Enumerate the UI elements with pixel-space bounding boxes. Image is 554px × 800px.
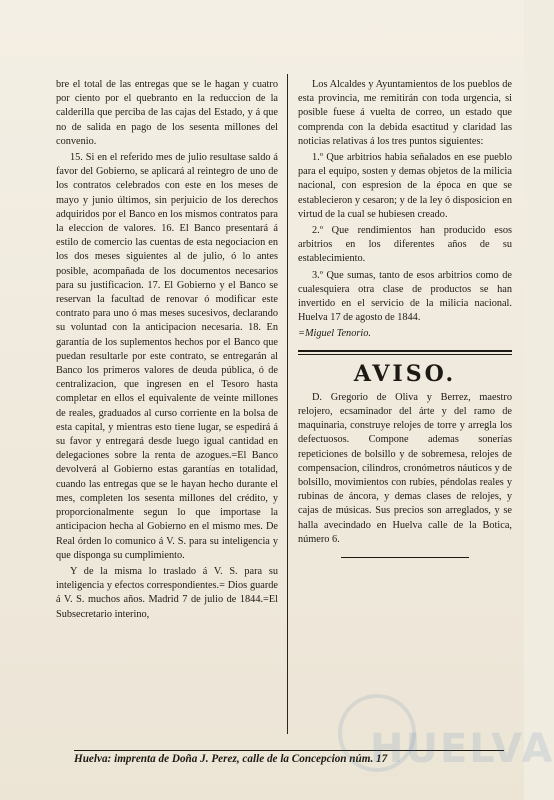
left-paragraph-1: bre el total de las entregas que se le hagan y cuatro por ciento por el quebranto en la reduccion de la calderilla que perciba de las cajas del Estado, y á que no de salida en pago de los sesenta millones del convenio. [56,79,278,147]
footer-rule [74,750,504,751]
aviso-title: AVISO. [353,360,457,387]
right-paragraph-3: 2.º Que rendimientos han producido esos arbitrios en los diferentes años de su establecimiento. [298,225,512,265]
right-column [298,78,512,750]
aviso-end-rule [341,557,469,558]
signature: =Miguel Tenorio. [298,328,371,340]
watermark-text: HUELVA [370,726,554,772]
right-paragraph-2: 1.º Que arbitrios habia señalados en ese pueblo para el equipo, sosten y demas objetos de la milicia nacional, con espresion de la época en que se establecieron y cesaron; y de la ley ó disposicion en virtud de la cual se hubiesen creado. [298,152,512,220]
printer-imprint: Huelva: imprenta de Doña J. Perez, calle de la Concepcion núm. 17 [74,753,388,765]
right-paragraph-1: Los Alcaldes y Ayuntamientos de los pueblos de esta provincia, me remitirán con toda urgencia, si posible fuese á vuelta de correo, un estado que comprenda con la debida esactitud y claridad las noticias relativas á los tres puntos siguientes: [298,79,512,147]
left-paragraph-3: Y de la misma lo traslado á V. S. para su inteligencia y efectos correspondientes.= Dios guarde á V. S. muchos años. Madrid 7 de julio de 1844.=El Subsecretario interino, [56,565,278,620]
right-paragraph-4: 3.º Que sumas, tanto de esos arbitrios como de cualesquiera otra clase de productos se han invertido en el servicio de la milicia nacional. Huelva 17 de agosto de 1844. [298,269,512,324]
left-paragraph-2: 15. Si en el referido mes de julio resultase saldo á favor del Gobierno, se aplicará al reintegro de uno de los contratos celebrados con este en los meses de mayo y junio últimos, sin perjuicio de los derechos adquiridos por el Banco en los mismos contratos para la eleccion de valores. 16. El Banco presentará á estilo de comercio las cuentas de esta negociacion en los dos meses siguientes al de julio, ó lo antes posible, acompañada de los documentos necesarios para su justificacion. 17. El Gobierno y el Banco se reservan la facultad de renovar ó modificar este contrato para uno ó mas meses sucesivos, declarando su voluntad con la anticipacion necesaria. 18. En garantía de los suplementos hechos por el Banco que puedan resultarle por este contrato, se entregarán al Banco los primeros valores de deuda pública, ó de centralizacion, que ingresen en el Tesoro hasta completar en ellos el equivalente de veinte millones de reales, graduados al curso corriente en la bolsa de esta capital, y mientras esto tiene lugar, se espedirá á su favor y entregará desde luego igual cantidad en delegaciones sobre la renta de azogues.=El Banco devolverá al Gobierno estas garantías en totalidad, cuando las entregas que se le hayan hecho durante el mes, completen los sesenta millones del crédito, y proporcionalmente segun lo que importase la anticipacion hecha al Gobierno en el mismo mes. De Real órden lo comunico á V. S. para su inteligencia y que disponga su cumplimiento. [56,152,278,561]
column-divider [287,74,288,734]
text-columns [56,78,522,750]
aviso-text: D. Gregorio de Oliva y Berrez, maestro relojero, ecsaminador del árte y del ramo de maquinaria, construye relojes de torre y arregla los defectuosos. Compone ademas sonerías repeticiones de bolsillo y de sobremesa, relojes de compensacion, cilindros, cronómetros náuticos y de bolsillo, movimientos con rubíes, péndolas reales y rubinas de áncora, y demas clases de relojes, y cajas de músicas. Sus precios son arreglados, y se halla avecindado en Huelva calle de la Botica, número 6. [298,391,512,545]
section-divider [298,350,512,355]
left-column [56,78,278,750]
